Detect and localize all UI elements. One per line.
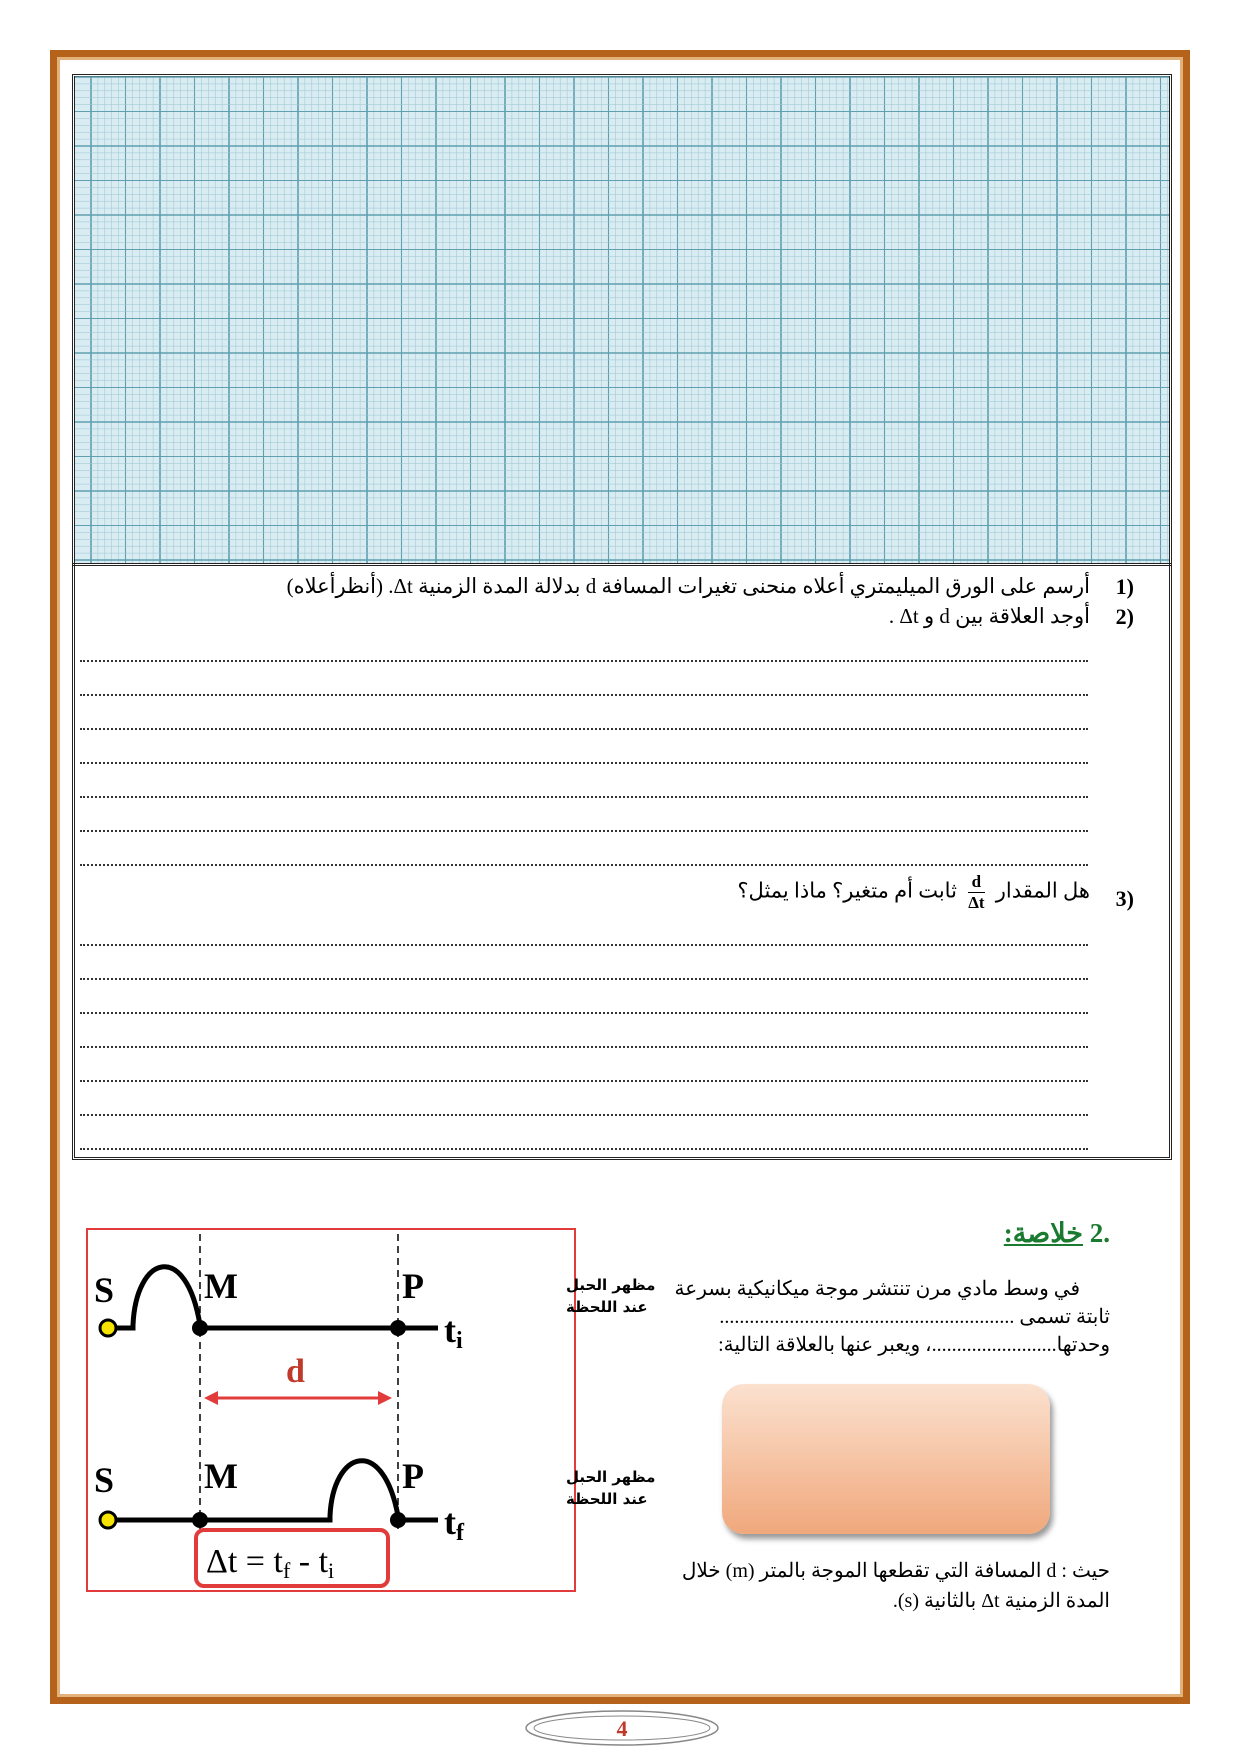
summary-line-2: ثابتة تسمى ........................................................... <box>719 1306 1110 1328</box>
graph-paper[interactable] <box>75 77 1169 563</box>
summary-heading <box>1004 1218 1110 1249</box>
page-number-badge <box>522 1708 722 1748</box>
question-3-text <box>737 872 1090 913</box>
answer-line[interactable] <box>80 1012 1088 1014</box>
question-3-text-after: ثابت أم متغير؟ ماذا يمثل؟ <box>737 878 957 903</box>
dt-formula: Δt = tf - ti <box>206 1543 335 1583</box>
label-s-top: S <box>94 1270 115 1310</box>
label-ti: ti <box>444 1310 463 1354</box>
answer-line[interactable] <box>80 1080 1088 1082</box>
wave-figure <box>86 1228 656 1592</box>
millimeter-grid <box>75 77 1169 563</box>
answer-line[interactable] <box>80 728 1088 730</box>
source-point-ti <box>100 1320 116 1336</box>
m-point-ti <box>192 1320 208 1336</box>
caption-ti-line2: عند اللحظة <box>566 1298 648 1316</box>
label-p-top: P <box>402 1266 424 1306</box>
answer-line[interactable] <box>80 660 1088 662</box>
answer-line[interactable] <box>80 1046 1088 1048</box>
answer-line[interactable] <box>80 978 1088 980</box>
answer-line[interactable] <box>80 830 1088 832</box>
answer-line[interactable] <box>80 694 1088 696</box>
label-m-bottom: M <box>204 1456 238 1496</box>
summary-number: .2 <box>1089 1218 1110 1248</box>
question-1-number: 1) <box>1115 574 1134 599</box>
m-point-tf <box>192 1512 208 1528</box>
formula-box[interactable] <box>722 1384 1050 1534</box>
summary-line-3: وحدتها.........................، ويعبر عنها بالعلاقة التالية: <box>718 1334 1110 1356</box>
summary-note-1: حيث : d المسافة التي تقطعها الموجة بالمتر (m) خلال <box>681 1560 1110 1582</box>
label-m-top: M <box>204 1266 238 1306</box>
question-2-text: أوجد العلاقة بين d و Δt . <box>888 604 1090 628</box>
page-number-ellipse <box>522 1708 722 1748</box>
fraction-d-over-dt <box>968 872 984 913</box>
caption-tf-line2: عند اللحظة <box>566 1490 648 1508</box>
answer-line[interactable] <box>80 944 1088 946</box>
fraction-numerator: d <box>968 872 984 893</box>
p-point-tf <box>390 1512 406 1528</box>
answer-line[interactable] <box>80 796 1088 798</box>
answer-line[interactable] <box>80 1148 1088 1150</box>
label-p-bottom: P <box>402 1456 424 1496</box>
summary-line-1: في وسط مادي مرن تنتشر موجة ميكانيكية بسرعة <box>674 1278 1080 1300</box>
question-3-number: 3) <box>1115 886 1134 911</box>
fraction-denominator: Δt <box>968 893 985 912</box>
answer-line[interactable] <box>80 864 1088 866</box>
source-point-tf <box>100 1512 116 1528</box>
caption-tf-line1: مظهر الحبل <box>566 1468 656 1486</box>
wave-diagram <box>88 1230 656 1594</box>
distance-arrow-head-left <box>204 1391 218 1405</box>
distance-arrow-head-right <box>378 1391 392 1405</box>
caption-ti-line1: مظهر الحبل <box>566 1276 656 1294</box>
question-3-text-before: هل المقدار <box>995 878 1090 903</box>
answer-line[interactable] <box>80 762 1088 764</box>
summary-title: خلاصة: <box>1003 1218 1083 1248</box>
rope-ti <box>110 1267 438 1328</box>
question-1-text: أرسم على الورق الميليمتري أعلاه منحنى تغيرات المسافة d بدلالة المدة الزمنية Δt. (أنظرأعلاه) <box>286 574 1090 598</box>
label-d: d <box>286 1353 305 1390</box>
table-separator <box>72 563 1172 566</box>
answer-line[interactable] <box>80 1114 1088 1116</box>
question-2-number: 2) <box>1115 604 1134 629</box>
summary-note-2: المدة الزمنية Δt بالثانية (s). <box>892 1590 1110 1612</box>
rope-tf <box>110 1461 438 1520</box>
label-s-bottom: S <box>94 1460 115 1500</box>
label-tf: tf <box>444 1502 464 1546</box>
page-number: 4 <box>616 1716 628 1741</box>
p-point-ti <box>390 1320 406 1336</box>
